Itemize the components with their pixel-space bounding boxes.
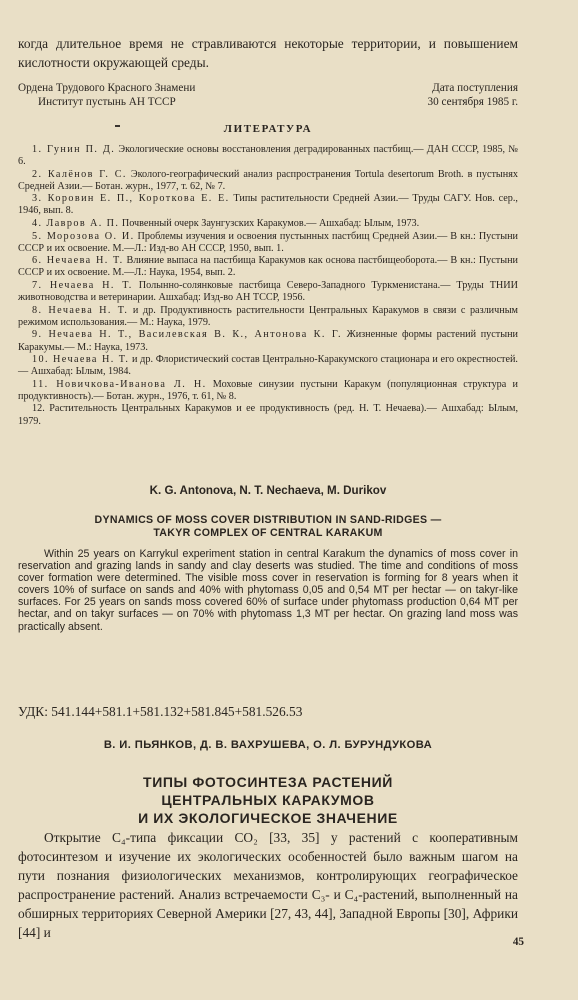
udk-code: УДК: 541.144+581.1+581.132+581.845+581.526.53 xyxy=(18,704,303,719)
institution-line-2: Институт пустынь АН ТССР xyxy=(38,96,176,108)
affiliation-block xyxy=(18,81,518,109)
english-title-line-1: DYNAMICS OF MOSS COVER DISTRIBUTION IN SAND-RIDGES — xyxy=(94,514,442,526)
russian-title xyxy=(18,773,518,827)
english-title xyxy=(18,514,518,540)
reference-item: 2. Калёнов Г. С. Эколого-географический анализ распространения Tortula desertorum Broth. в пустынях Средней Азии.— Ботан. журн., 1977, т. 62, № 7. xyxy=(18,168,518,192)
reference-item: 9. Нечаева Н. Т., Василевская В. К., Антонова К. Г. Жизненные формы растений пустыни Каракумы.— М.: Наука, 1973. xyxy=(18,329,518,353)
russian-title-line-3: И ИХ ЭКОЛОГИЧЕСКОЕ ЗНАЧЕНИЕ xyxy=(138,810,398,826)
reference-item: 1. Гунин П. Д. Экологические основы восстановления деградированных пастбищ.— ДАН СССР, 1985, № 6. xyxy=(18,144,519,168)
english-title-line-2: TAKYR COMPLEX OF CENTRAL KARAKUM xyxy=(153,527,383,539)
received-date: 30 сентября 1985 г. xyxy=(427,96,518,108)
reference-item: 10. Нечаева Н. Т. и др. Флористический состав Центрально-Каракумского стационара и его окрестностей.— Ашхабад: Ылым, 1984. xyxy=(18,354,518,378)
reference-item: 12. Растительность Центральных Каракумов и ее продуктивность (ред. Н. Т. Нечаева).— Ашхабад: Ылым, 1979. xyxy=(18,403,518,427)
russian-title-line-2: ЦЕНТРАЛЬНЫХ КАРАКУМОВ xyxy=(161,792,375,808)
literature-heading: ЛИТЕРАТУРА xyxy=(223,123,313,135)
reference-item: 11. Новичкова-Иванова Л. Н. Моховые синузии пустыни Каракум (популяционная структура и продуктивность).— Ботан. журн., 1976, т. 61, № 8. xyxy=(18,378,519,402)
page-number: 45 xyxy=(512,936,524,948)
reference-item: 7. Нечаева Н. Т. Полынно-солянковые пастбища Северо-Западного Туркменистана.— Труды ТНИИ животноводства и ветеринарии. Ашхабад: Изд-во АН ТССР, 1956. xyxy=(18,280,518,304)
english-abstract: Within 25 years on Karrykul experiment station in central Karakum the dynamics of moss cover in reservation and grazing lands in sandy and clay deserts was studied. The time and conditions of moss cover formation were determined. The visible moss cover in reservation is forming for 8 years when it covers 10% of surface on sands and 40% with phytomass 0,05 and 0,54 MT per hectar — on takyr-like surfaces. For 25 years on sands moss covered 60% of surface under phytomass production 0,64 MT per hectar, and on takyr surfaces — on 70% with phytomass 1,3 MT per hectar. On grazing land moss was practically absent. xyxy=(18,548,518,633)
reference-item: 3. Коровин Е. П., Короткова Е. Е. Типы растительности Средней Азии.— Труды САГУ. Нов. сер., 1946, вып. 8. xyxy=(18,193,518,217)
reference-item: 6. Нечаева Н. Т. Влияние выпаса на пастбища Каракумов как основа пастбищеоборота.— В кн.: Пустыни СССР и их освоение. М.—Л.: Наука, 1954, вып. 2. xyxy=(18,255,519,279)
russian-authors: В. И. ПЬЯНКОВ, Д. В. ВАХРУШЕВА, О. Л. БУРУНДУКОВА xyxy=(103,739,433,751)
russian-title-line-1: ТИПЫ ФОТОСИНТЕЗА РАСТЕНИЙ xyxy=(143,774,393,790)
reference-item: 8. Нечаева Н. Т. и др. Продуктивность растительности Центральных Каракумов в связи с различным режимом использования.— М.: Наука, 1979. xyxy=(18,304,519,328)
institution-line-1: Ордена Трудового Красного Знамени xyxy=(18,82,196,94)
reference-list xyxy=(18,144,518,428)
reference-item: 5. Морозова О. И. Проблемы изучения и освоения пустынных пастбищ Средней Азии.— В кн.: Пустыни СССР и их освоение. М.—Л.: Изд-во АН СССР, 1950, вып. 1. xyxy=(18,230,519,254)
article-body: Открытие C₄-типа фиксации CO₂ [33, 35] у растений с кооперативным фотосинтезом и изучение их экологических особенностей было важным шагом на пути познания физиологических механизмов, контролирующих географическое распространение растений. Анализ встречаемости C₃- и C₄-растений, выполненный на обширных территориях Северной Америки [27, 43, 44], Западной Европы [30], Африки [44] и xyxy=(18,830,518,940)
lead-paragraph: когда длительное время не стравливаются некоторые территории, и повышением кислотности окружающей среды. xyxy=(18,36,518,70)
reference-item: 4. Лавров А. П. Почвенный очерк Заунгузских Каракумов.— Ашхабад: Ылым, 1973. xyxy=(32,218,420,230)
received-label: Дата поступления xyxy=(432,82,518,94)
english-authors: K. G. Antonova, N. T. Nechaeva, M. Durikov xyxy=(149,484,387,497)
